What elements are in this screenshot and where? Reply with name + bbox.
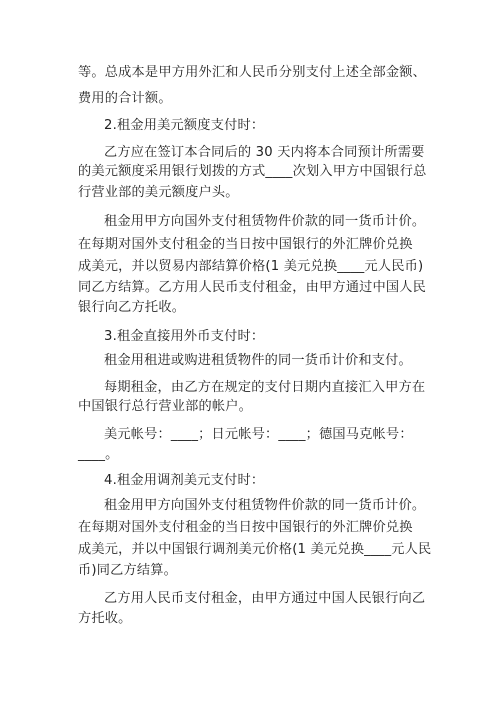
paragraph-line: 等。总成本是甲方用外汇和人民币分别支付上述全部金额、	[78, 65, 427, 80]
paragraph-line: ____。	[78, 447, 119, 462]
paragraph-line: 银行向乙方托收。	[78, 300, 186, 315]
paragraph-line: 在每期对国外支付租金的当日按中国银行的外汇牌价兑换	[78, 520, 413, 535]
paragraph-line: 中国银行总行营业部的帐户。	[78, 399, 253, 414]
account-numbers-line: 美元帐号：____；日元帐号：____；德国马克帐号：	[104, 427, 413, 442]
paragraph-line: 行营业部的美元额度户头。	[78, 185, 239, 200]
section-heading: 2.租金用美元额度支付时：	[104, 118, 265, 133]
section-heading: 4.租金用调剂美元支付时：	[104, 473, 265, 488]
paragraph-line: 费用的合计额。	[78, 91, 172, 106]
paragraph-line: 方托收。	[78, 611, 132, 626]
paragraph-line: 租金用甲方向国外支付租赁物件价款的同一货币计价。	[104, 214, 426, 229]
paragraph-line: 同乙方结算。乙方用人民币支付租金，由甲方通过中国人民	[78, 280, 427, 295]
paragraph-line: 的美元额度采用银行划拨的方式____次划入甲方中国银行总	[78, 164, 427, 179]
paragraph-line: 成美元，并以中国银行调剂美元价格(1 美元兑换____元人民	[78, 542, 432, 557]
paragraph-line: 乙方应在签订本合同后的 30 天内将本合同预计所需要	[104, 145, 425, 160]
paragraph-line: 租金用甲方向国外支付租赁物件价款的同一货币计价。	[104, 498, 426, 513]
paragraph-line: 租金用租进或购进租赁物件的同一货币计价和支付。	[104, 353, 412, 368]
paragraph-line: 币)同乙方结算。	[78, 563, 178, 578]
paragraph-line: 成美元，并以贸易内部结算价格(1 美元兑换____元人民币)	[78, 259, 424, 274]
paragraph-line: 乙方用人民币支付租金，由甲方通过中国人民银行向乙	[104, 591, 426, 606]
paragraph-line: 每期租金，由乙方在规定的支付日期内直接汇入甲方在	[104, 380, 426, 395]
section-heading: 3.租金直接用外币支付时：	[104, 329, 265, 344]
paragraph-line: 在每期对国外支付租金的当日按中国银行的外汇牌价兑换	[78, 237, 413, 252]
